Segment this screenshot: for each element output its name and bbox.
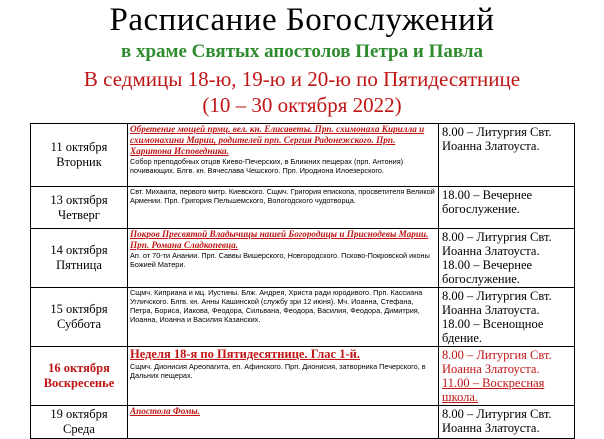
service-line: Иоанна Златоуста. [442,362,540,376]
table-row [31,124,575,187]
date: 15 октября [50,302,108,316]
weekday: Воскресенье [43,376,115,390]
table-row [31,347,575,406]
service-line: 18.00 – Всенощное бдение. [442,317,544,345]
saints-text: Сщмч. Дионисия Ареопагита, еп. Афинского. Прп. Дионисия, затворника Печерского, в Дальних пещерах. [130,362,426,380]
service-line: 18.00 – Вечернее [442,258,533,272]
service-line: богослужение. [442,272,520,286]
service-line: 8.00 – Литургия Свт. [442,289,552,303]
services-cell [439,124,575,187]
date-cell [31,229,128,288]
service-line: 8.00 – Литургия Свт. [442,348,552,362]
church-name: в храме Святых апостолов Петра и Павла [120,41,484,62]
table-row [31,187,575,229]
feast-cell [128,406,439,439]
feast-title: Неделя 18-я по Пятидесятнице. Глас 1-й. [130,347,360,361]
date: 11 октября [50,140,108,154]
service-line: Иоанна Златоуста. [442,303,540,317]
table-row [31,229,575,288]
feast-title: Апостола Фомы. [130,406,200,416]
service-line: 8.00 – Литургия Свт. [442,230,552,244]
service-line: Иоанна Златоуста. [442,421,540,435]
service-line: 8.00 – Литургия Свт. [442,407,552,421]
weekday: Суббота [56,317,102,331]
feast-cell [128,347,439,406]
weekday: Среда [63,422,95,436]
date: 14 октября [50,243,108,257]
date: 16 октября [48,361,110,375]
date: 19 октября [50,407,108,421]
weekday: Пятница [56,258,102,272]
date-cell [31,187,128,229]
services-cell [439,347,575,406]
saints-text: Сщмч. Киприана и мц. Иустины. Блж. Андрея, Христа ради юродивого. Прп. Кассиана Угличского. Блгв. кн. Анны Кашинской (службу зри 12 июня). Мч. Иоанна, Стефана, Петра, Бориса, Иакова, Феодора, Сильвана, Феодора, Василия, Феодора, Димитрия, Иоанна, Иоанна и Василия Казанских. [130,288,423,324]
table-row [31,406,575,439]
weekday: Вторник [56,155,102,169]
table-row [31,288,575,347]
services-cell [439,406,575,439]
feast-cell [128,288,439,347]
date-range: (10 – 30 октября 2022) [202,93,402,117]
date: 13 октября [50,192,108,207]
service-line: 8.00 – Литургия Свт. [442,125,552,139]
date-cell [31,288,128,347]
service-line: 18.00 – Вечернее [442,188,533,202]
service-line: богослужение. [442,202,520,216]
feast-title: Обретение мощей прмц. вел. кн. Елисаветы. Прп. схимонаха Кирилла и схимонахини Марии, родителей прп. Сергия Радонежского. Прп. Харитона Исповедника. [130,124,425,156]
feast-title: Покров Пресвятой Владычицы нашей Богородицы и Приснодевы Марии. Прп. Романа Сладкопевца. [130,229,429,250]
date-cell [31,347,128,406]
services-cell [439,187,575,229]
saints-text: Ап. от 70-ти Анании. Прп. Саввы Вишерского, Новгородского. Псково-Покровской иконы Божией Матери. [130,251,430,269]
feast-cell [128,229,439,288]
services-cell [439,288,575,347]
service-line: Иоанна Златоуста. [442,139,540,153]
services-cell [439,229,575,288]
feast-cell [128,187,439,229]
service-line: Иоанна Златоуста. [442,244,540,258]
saints-text: Собор преподобных отцов Киево-Печерских, в Ближних пещерах (прп. Антония) почивающих. Блгв. кн. Вячеслава Чешского. Прп. Иродиона Илоезерского. [130,157,404,175]
saints-text: Свт. Михаила, первого митр. Киевского. Сщмч. Григория епископа, просветителя Великой Армении. Прп. Григория Пельшемского, Вологодского чудотворца. [130,187,435,205]
schedule-table [30,123,575,439]
feast-cell [128,124,439,187]
weekday: Четверг [58,207,100,222]
service-line: 11.00 – Воскресная школа. [442,376,545,404]
date-cell [31,406,128,439]
page-title: Расписание Богослужений [109,2,495,38]
date-cell [31,124,128,187]
weeks-heading: В седмицы 18-ю, 19-ю и 20-ю по Пятидесятнице [83,67,521,91]
